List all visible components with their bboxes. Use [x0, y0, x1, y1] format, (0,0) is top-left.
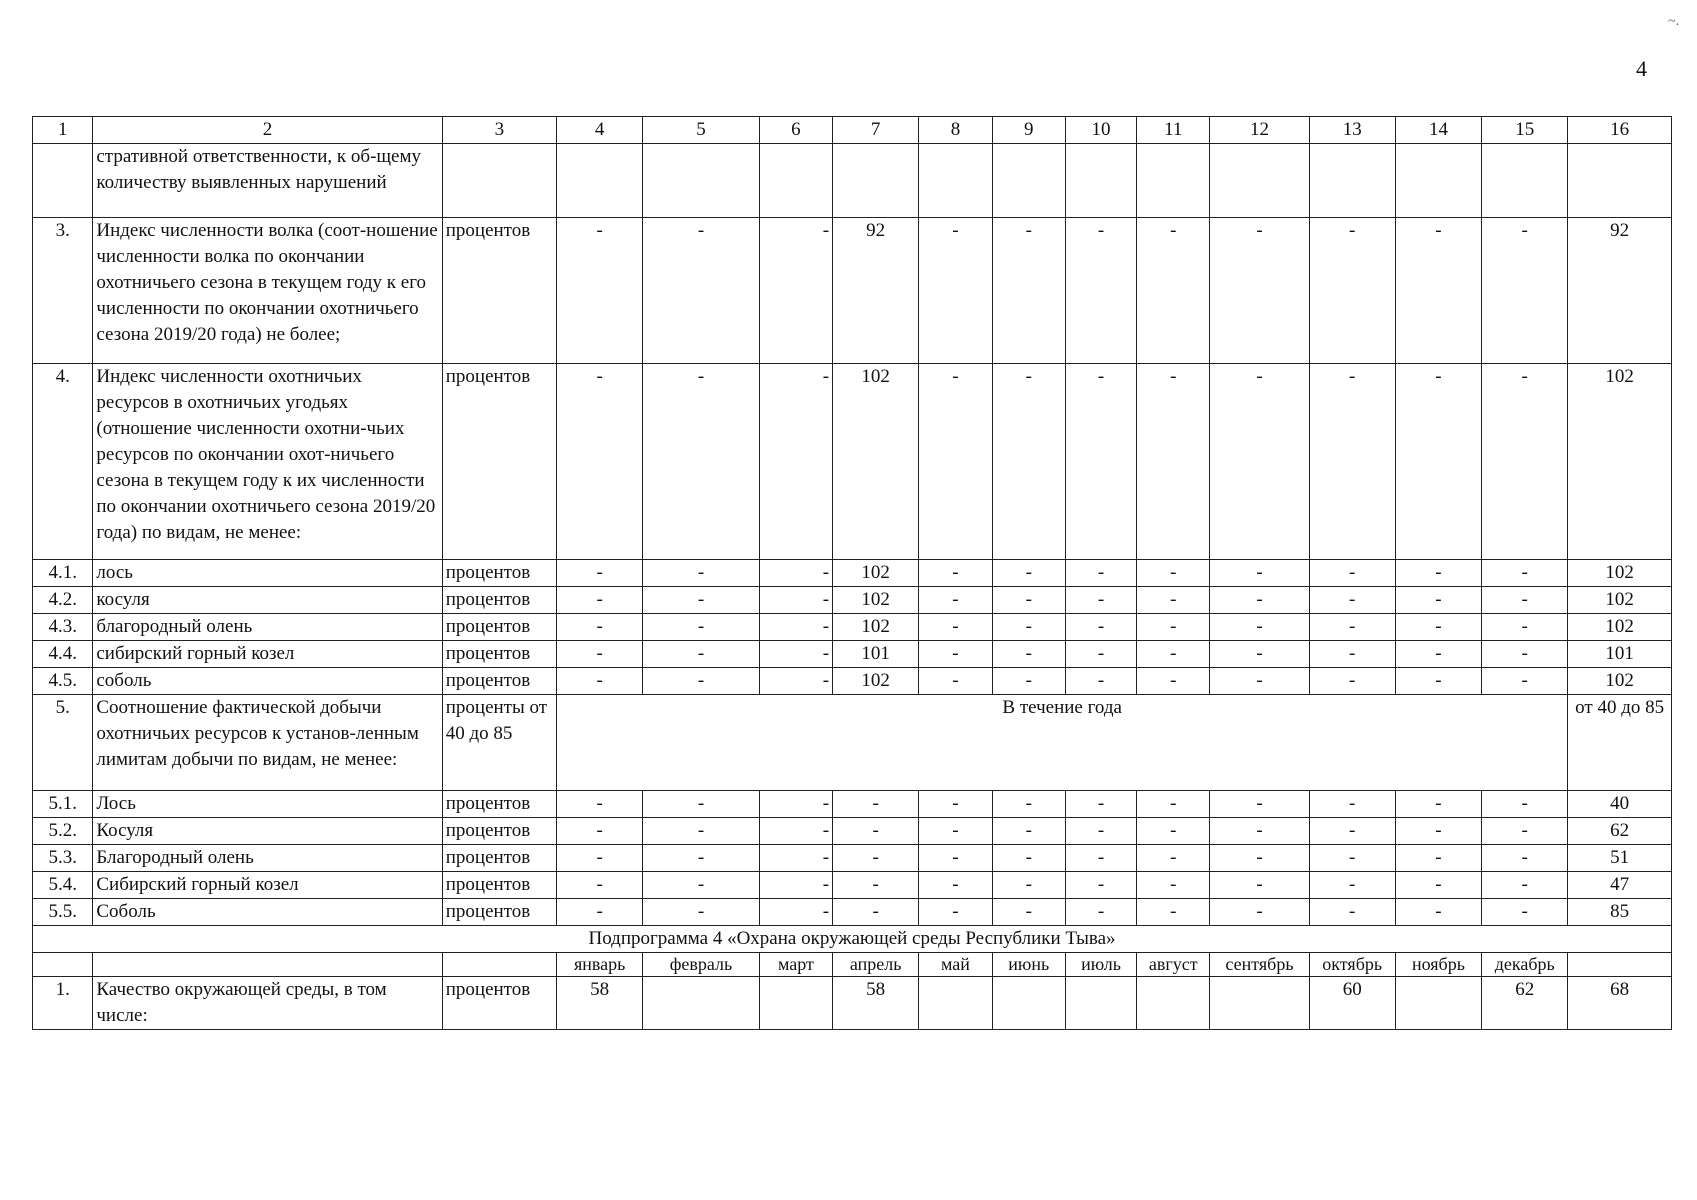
- column-number: 14: [1395, 117, 1481, 144]
- value-cell: -: [1065, 872, 1136, 899]
- value-cell: [1065, 977, 1136, 1030]
- value-cell: 85: [1568, 899, 1672, 926]
- indicator-name: Индекс численности волка (соот-ношение численности волка по окончании охотничьего сезона в текущем году к его численности по окончании охотничьего сезона 2019/20 года) не более;: [93, 218, 442, 364]
- column-number: 4: [557, 117, 643, 144]
- value-cell: [1568, 144, 1672, 218]
- value-cell: -: [1210, 668, 1309, 695]
- unit-cell: процентов: [442, 791, 556, 818]
- month-label: апрель: [833, 953, 919, 977]
- column-number: 11: [1137, 117, 1210, 144]
- value-cell: -: [1065, 364, 1136, 560]
- value-cell: -: [1210, 218, 1309, 364]
- table-row: [33, 818, 1672, 845]
- row-number: 5.: [33, 695, 93, 791]
- value-cell: 92: [833, 218, 919, 364]
- value-cell: [1210, 144, 1309, 218]
- column-number: 2: [93, 117, 442, 144]
- value-cell: 102: [1568, 560, 1672, 587]
- value-cell: -: [643, 899, 759, 926]
- column-number: 16: [1568, 117, 1672, 144]
- value-cell: -: [1137, 218, 1210, 364]
- column-number-row: [33, 117, 1672, 144]
- value-cell: -: [1137, 560, 1210, 587]
- value-cell: -: [992, 818, 1065, 845]
- subprogram-row: [33, 926, 1672, 953]
- value-cell: -: [1395, 614, 1481, 641]
- unit-cell: процентов: [442, 641, 556, 668]
- value-cell: -: [1309, 364, 1395, 560]
- row-number: 5.3.: [33, 845, 93, 872]
- value-cell: 102: [833, 560, 919, 587]
- unit-cell: [442, 144, 556, 218]
- value-cell: [919, 144, 992, 218]
- table-row: [33, 977, 1672, 1030]
- value-cell: -: [557, 818, 643, 845]
- value-cell: -: [759, 899, 832, 926]
- value-cell: -: [1482, 641, 1568, 668]
- indicator-name: Лось: [93, 791, 442, 818]
- column-number: 10: [1065, 117, 1136, 144]
- value-cell: -: [557, 641, 643, 668]
- row-number: 5.4.: [33, 872, 93, 899]
- value-cell: -: [1137, 364, 1210, 560]
- value-cell: -: [919, 845, 992, 872]
- value-cell: -: [557, 668, 643, 695]
- table-row: [33, 364, 1672, 560]
- value-cell: -: [1309, 668, 1395, 695]
- indicator-name: Соотношение фактической добычи охотничьих ресурсов к установ-ленным лимитам добычи по видам, не менее:: [93, 695, 442, 791]
- unit-cell: проценты от 40 до 85: [442, 695, 556, 791]
- indicator-name: Сибирский горный козел: [93, 872, 442, 899]
- table-row: [33, 872, 1672, 899]
- value-cell: -: [1065, 587, 1136, 614]
- column-number: 8: [919, 117, 992, 144]
- value-cell: -: [1309, 641, 1395, 668]
- value-cell: -: [1065, 818, 1136, 845]
- value-cell: -: [1395, 218, 1481, 364]
- value-cell: -: [759, 587, 832, 614]
- column-number: 13: [1309, 117, 1395, 144]
- row-number: 4.: [33, 364, 93, 560]
- value-cell: -: [992, 641, 1065, 668]
- value-cell: -: [759, 818, 832, 845]
- value-cell: -: [833, 845, 919, 872]
- month-label: май: [919, 953, 992, 977]
- value-cell: -: [1210, 364, 1309, 560]
- value-cell: -: [992, 560, 1065, 587]
- month-label: июль: [1065, 953, 1136, 977]
- value-cell: -: [919, 668, 992, 695]
- value-cell: [1395, 144, 1481, 218]
- row-number: 4.5.: [33, 668, 93, 695]
- value-cell: 102: [1568, 587, 1672, 614]
- unit-cell: процентов: [442, 977, 556, 1030]
- value-cell: 102: [1568, 364, 1672, 560]
- indicator-name: Соболь: [93, 899, 442, 926]
- value-cell: -: [643, 614, 759, 641]
- unit-cell: процентов: [442, 818, 556, 845]
- value-cell: -: [1210, 791, 1309, 818]
- column-number: 5: [643, 117, 759, 144]
- value-cell: -: [1210, 560, 1309, 587]
- month-label: март: [759, 953, 832, 977]
- value-cell: -: [643, 560, 759, 587]
- value-cell: -: [1395, 587, 1481, 614]
- value-cell: 102: [1568, 614, 1672, 641]
- value-cell: 101: [1568, 641, 1672, 668]
- unit-cell: процентов: [442, 614, 556, 641]
- row-number: [33, 144, 93, 218]
- value-cell: -: [1137, 668, 1210, 695]
- value-cell: -: [1137, 818, 1210, 845]
- row-number: 4.3.: [33, 614, 93, 641]
- table-row: [33, 587, 1672, 614]
- month-label: январь: [557, 953, 643, 977]
- unit-cell: процентов: [442, 845, 556, 872]
- blank-cell: [33, 953, 93, 977]
- value-cell: -: [992, 668, 1065, 695]
- value-cell: [1137, 144, 1210, 218]
- value-cell: -: [1210, 899, 1309, 926]
- value-cell: [1482, 144, 1568, 218]
- indicator-name: Косуля: [93, 818, 442, 845]
- value-cell: -: [1309, 845, 1395, 872]
- value-cell: -: [919, 364, 992, 560]
- value-cell: -: [1065, 560, 1136, 587]
- value-cell: -: [759, 364, 832, 560]
- page-number: 4: [1636, 56, 1647, 81]
- month-label: [1568, 953, 1672, 977]
- value-cell: 62: [1568, 818, 1672, 845]
- row-number: 1.: [33, 977, 93, 1030]
- value-cell: -: [1137, 845, 1210, 872]
- table-row: [33, 668, 1672, 695]
- value-cell: -: [1309, 872, 1395, 899]
- value-cell: [1395, 977, 1481, 1030]
- row-number: 3.: [33, 218, 93, 364]
- value-cell: -: [759, 614, 832, 641]
- value-cell: -: [759, 872, 832, 899]
- indicator-name: соболь: [93, 668, 442, 695]
- value-cell: -: [1065, 668, 1136, 695]
- month-label: ноябрь: [1395, 953, 1481, 977]
- value-cell: -: [833, 818, 919, 845]
- value-cell: [992, 144, 1065, 218]
- value-cell: -: [992, 364, 1065, 560]
- column-number: 6: [759, 117, 832, 144]
- value-cell: -: [1309, 818, 1395, 845]
- value-cell: -: [643, 668, 759, 695]
- subprogram-title: Подпрограмма 4 «Охрана окружающей среды Республики Тыва»: [33, 926, 1672, 953]
- value-cell: -: [1065, 791, 1136, 818]
- value-cell: -: [1395, 641, 1481, 668]
- value-cell: 51: [1568, 845, 1672, 872]
- value-cell: [1309, 144, 1395, 218]
- value-cell: -: [1137, 587, 1210, 614]
- blank-cell: [442, 953, 556, 977]
- table-row: [33, 641, 1672, 668]
- value-cell: 102: [1568, 668, 1672, 695]
- value-cell: 58: [833, 977, 919, 1030]
- table-row: [33, 144, 1672, 218]
- value-cell: 101: [833, 641, 919, 668]
- column-number: 15: [1482, 117, 1568, 144]
- value-cell: -: [992, 587, 1065, 614]
- month-label: октябрь: [1309, 953, 1395, 977]
- value-cell: 58: [557, 977, 643, 1030]
- value-cell: -: [1395, 791, 1481, 818]
- row-number: 4.4.: [33, 641, 93, 668]
- column-number: 7: [833, 117, 919, 144]
- value-cell: -: [992, 614, 1065, 641]
- value-cell: -: [1395, 845, 1481, 872]
- indicator-name: лось: [93, 560, 442, 587]
- value-cell: -: [1395, 668, 1481, 695]
- blank-cell: [93, 953, 442, 977]
- value-cell: -: [919, 872, 992, 899]
- value-cell: -: [1137, 791, 1210, 818]
- value-cell: 62: [1482, 977, 1568, 1030]
- value-cell: -: [759, 218, 832, 364]
- table-row: [33, 791, 1672, 818]
- value-cell: 102: [833, 614, 919, 641]
- value-cell: -: [992, 791, 1065, 818]
- value-cell: -: [759, 845, 832, 872]
- value-cell: -: [833, 899, 919, 926]
- value-cell: -: [1482, 899, 1568, 926]
- value-cell: -: [759, 668, 832, 695]
- column-number: 1: [33, 117, 93, 144]
- unit-cell: процентов: [442, 364, 556, 560]
- value-cell: -: [1137, 899, 1210, 926]
- row-number: 5.2.: [33, 818, 93, 845]
- value-cell: -: [643, 641, 759, 668]
- unit-cell: процентов: [442, 899, 556, 926]
- value-cell: [1065, 144, 1136, 218]
- table-row: [33, 899, 1672, 926]
- value-cell: -: [1065, 614, 1136, 641]
- value-cell: -: [557, 899, 643, 926]
- value-cell: -: [1210, 818, 1309, 845]
- table-row: [33, 845, 1672, 872]
- value-cell: -: [643, 872, 759, 899]
- value-cell: -: [1482, 791, 1568, 818]
- value-cell: -: [919, 818, 992, 845]
- value-cell: -: [643, 218, 759, 364]
- value-cell: -: [1065, 845, 1136, 872]
- unit-cell: процентов: [442, 587, 556, 614]
- value-cell: -: [992, 845, 1065, 872]
- value-cell: -: [1065, 218, 1136, 364]
- month-label: июнь: [992, 953, 1065, 977]
- value-cell: -: [557, 614, 643, 641]
- value-cell: -: [992, 218, 1065, 364]
- column-number: 3: [442, 117, 556, 144]
- value-cell: [992, 977, 1065, 1030]
- value-cell: -: [992, 899, 1065, 926]
- value-cell: [759, 977, 832, 1030]
- value-cell: [557, 144, 643, 218]
- month-label: февраль: [643, 953, 759, 977]
- value-cell: -: [1482, 872, 1568, 899]
- value-cell: -: [1482, 218, 1568, 364]
- indicator-table: [32, 116, 1672, 1030]
- column-number: 12: [1210, 117, 1309, 144]
- value-cell: -: [1210, 641, 1309, 668]
- value-cell: -: [1210, 845, 1309, 872]
- value-cell: -: [643, 845, 759, 872]
- value-cell: -: [1210, 587, 1309, 614]
- month-row: [33, 953, 1672, 977]
- indicator-name: благородный олень: [93, 614, 442, 641]
- value-cell: -: [557, 587, 643, 614]
- value-cell: 47: [1568, 872, 1672, 899]
- column-number: 9: [992, 117, 1065, 144]
- value-cell: -: [919, 641, 992, 668]
- value-cell: -: [1395, 818, 1481, 845]
- month-label: сентябрь: [1210, 953, 1309, 977]
- unit-cell: процентов: [442, 668, 556, 695]
- unit-cell: процентов: [442, 218, 556, 364]
- value-cell: -: [1395, 560, 1481, 587]
- value-cell: -: [759, 641, 832, 668]
- value-cell: -: [1482, 845, 1568, 872]
- value-cell: -: [1137, 641, 1210, 668]
- value-cell: -: [919, 791, 992, 818]
- period-text: В течение года: [557, 695, 1568, 791]
- value-cell: 102: [833, 587, 919, 614]
- row-number: 5.1.: [33, 791, 93, 818]
- value-cell: -: [759, 791, 832, 818]
- value-cell: [919, 977, 992, 1030]
- value-cell: -: [557, 845, 643, 872]
- value-cell: -: [1482, 587, 1568, 614]
- value-cell: -: [1210, 614, 1309, 641]
- value-cell: -: [919, 560, 992, 587]
- indicator-name: Качество окружающей среды, в том числе:: [93, 977, 442, 1030]
- table-row: [33, 695, 1672, 791]
- table-row: [33, 560, 1672, 587]
- value-cell: -: [1482, 668, 1568, 695]
- value-cell: -: [643, 791, 759, 818]
- value-cell: -: [1309, 587, 1395, 614]
- value-cell: -: [643, 818, 759, 845]
- table-row: [33, 218, 1672, 364]
- value-cell: -: [833, 791, 919, 818]
- value-cell: -: [1395, 899, 1481, 926]
- value-cell: -: [1065, 641, 1136, 668]
- value-cell: [643, 144, 759, 218]
- indicator-name: Благородный олень: [93, 845, 442, 872]
- value-cell: -: [833, 872, 919, 899]
- value-cell: -: [557, 872, 643, 899]
- value-cell: -: [1309, 899, 1395, 926]
- value-cell: -: [1309, 218, 1395, 364]
- value-cell: -: [557, 364, 643, 560]
- value-cell: [833, 144, 919, 218]
- indicator-name: косуля: [93, 587, 442, 614]
- table-row: [33, 614, 1672, 641]
- month-label: декабрь: [1482, 953, 1568, 977]
- value-cell: -: [557, 791, 643, 818]
- value-cell: -: [1482, 818, 1568, 845]
- value-cell: -: [992, 872, 1065, 899]
- indicator-name: стративной ответственности, к об-щему количеству выявленных нарушений: [93, 144, 442, 218]
- value-cell: -: [643, 587, 759, 614]
- unit-cell: процентов: [442, 872, 556, 899]
- row-number: 4.2.: [33, 587, 93, 614]
- value-cell: -: [557, 560, 643, 587]
- value-cell: 92: [1568, 218, 1672, 364]
- value-cell: [1210, 977, 1309, 1030]
- indicator-name: сибирский горный козел: [93, 641, 442, 668]
- value-cell: -: [1137, 614, 1210, 641]
- value-cell: 102: [833, 668, 919, 695]
- value-cell: [1137, 977, 1210, 1030]
- value-cell: [643, 977, 759, 1030]
- value-cell: -: [1309, 560, 1395, 587]
- value-cell: 40: [1568, 791, 1672, 818]
- value-cell: -: [1482, 364, 1568, 560]
- indicator-name: Индекс численности охотничьих ресурсов в охотничьих угодьях (отношение численности охотни-чьих ресурсов по окончании охот-ничьего сезона в текущем году к их численности по окончании охотничьего сезона 2019/20 года) по видам, не менее:: [93, 364, 442, 560]
- value-cell: -: [919, 587, 992, 614]
- value-cell: -: [1482, 560, 1568, 587]
- value-cell: -: [1309, 614, 1395, 641]
- value-cell: -: [1210, 872, 1309, 899]
- row-number: 4.1.: [33, 560, 93, 587]
- corner-mark: ~.: [1668, 14, 1680, 29]
- value-cell: 68: [1568, 977, 1672, 1030]
- value-cell: -: [919, 218, 992, 364]
- value-cell: -: [919, 899, 992, 926]
- month-label: август: [1137, 953, 1210, 977]
- unit-cell: процентов: [442, 560, 556, 587]
- value-cell: 60: [1309, 977, 1395, 1030]
- value-cell: -: [1395, 364, 1481, 560]
- value-cell: 102: [833, 364, 919, 560]
- value-cell: -: [1482, 614, 1568, 641]
- value-cell: -: [1065, 899, 1136, 926]
- value-cell: от 40 до 85: [1568, 695, 1672, 791]
- value-cell: -: [759, 560, 832, 587]
- value-cell: -: [1309, 791, 1395, 818]
- value-cell: [759, 144, 832, 218]
- value-cell: -: [1395, 872, 1481, 899]
- value-cell: -: [1137, 872, 1210, 899]
- value-cell: -: [643, 364, 759, 560]
- value-cell: -: [557, 218, 643, 364]
- value-cell: -: [919, 614, 992, 641]
- row-number: 5.5.: [33, 899, 93, 926]
